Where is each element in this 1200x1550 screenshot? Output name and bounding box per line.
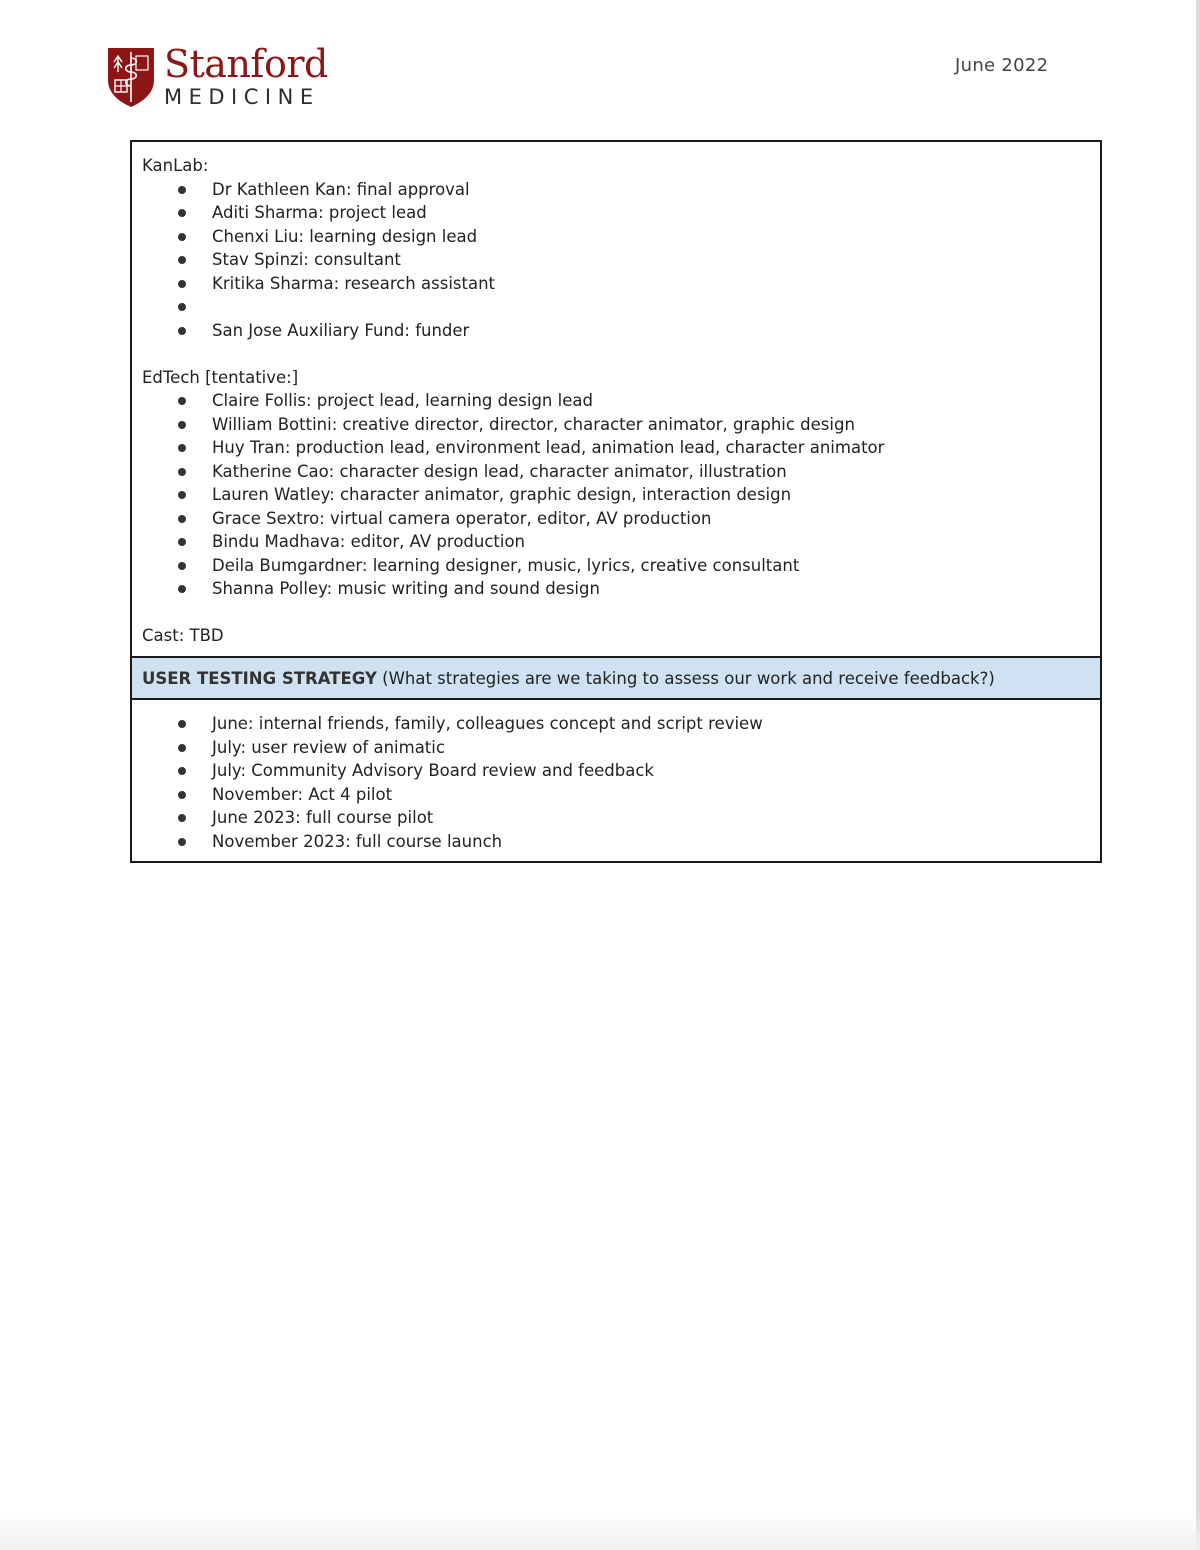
bullet-icon [178,209,186,217]
bullet-icon [178,491,186,499]
bullet-icon [178,233,186,241]
list-item: Deila Bumgardner: learning designer, music, lyrics, creative consultant [142,554,1090,578]
bullet-icon [178,186,186,194]
list-item: June 2023: full course pilot [142,806,1090,830]
bullet-icon [178,468,186,476]
document-date: June 2022 [955,55,1049,76]
list-item: San Jose Auxiliary Fund: funder [142,319,1090,343]
list-item: July: user review of animatic [142,736,1090,760]
bullet-icon [178,421,186,429]
bullet-icon [178,327,186,335]
list-item: November: Act 4 pilot [142,783,1090,807]
page-edge [1196,0,1200,1550]
list-item: Aditi Sharma: project lead [142,201,1090,225]
bullet-icon [178,444,186,452]
shield-icon [106,46,156,108]
list-item: July: Community Advisory Board review and feedback [142,759,1090,783]
edtech-title: EdTech [tentative:] [142,367,299,387]
list-item: June: internal friends, family, colleagues concept and script review [142,712,1090,736]
bullet-icon [178,256,186,264]
bullet-icon [178,515,186,523]
bullet-icon [178,562,186,570]
list-item: Dr Kathleen Kan: final approval [142,178,1090,202]
list-item: November 2023: full course launch [142,830,1090,854]
list-item: Chenxi Liu: learning design lead [142,225,1090,249]
logo-subtitle: MEDICINE [164,85,320,109]
stanford-medicine-logo [106,42,328,109]
bullet-icon [178,280,186,288]
kanlab-title: KanLab: [142,156,209,175]
project-table [130,140,1102,863]
bullet-icon [178,744,186,752]
bullet-icon [178,791,186,799]
list-item: Claire Follis: project lead, learning design lead [142,389,1090,413]
bullet-icon [178,397,186,405]
list-item: Bindu Madhava: editor, AV production [142,530,1090,554]
testing-heading: USER TESTING STRATEGY [142,668,377,688]
list-item: Huy Tran: production lead, environment lead, animation lead, character animator [142,436,1090,460]
list-item: Stav Spinzi: consultant [142,248,1090,272]
testing-question: (What strategies are we taking to assess our work and receive feedback?) [376,668,995,688]
kanlab-list [142,178,1090,343]
list-item: Katherine Cao: character design lead, character animator, illustration [142,460,1090,484]
list-item-empty [142,295,1090,319]
team-cell [132,142,1100,656]
page-bottom-shadow [0,1510,1200,1550]
bullet-icon [178,838,186,846]
list-item: Kritika Sharma: research assistant [142,272,1090,296]
bullet-icon [178,814,186,822]
testing-cell [132,698,1100,861]
edtech-list [142,389,1090,601]
list-item: Lauren Watley: character animator, graphic design, interaction design [142,483,1090,507]
cast-line: Cast: TBD [142,626,224,645]
testing-list [142,712,1090,853]
bullet-icon [178,538,186,546]
list-item: Grace Sextro: virtual camera operator, editor, AV production [142,507,1090,531]
list-item: Shanna Polley: music writing and sound design [142,577,1090,601]
bullet-icon [178,303,186,311]
spacer [142,601,1090,625]
logo-wordmark: Stanford [164,42,328,86]
bullet-icon [178,585,186,593]
bullet-icon [178,720,186,728]
bullet-icon [178,767,186,775]
testing-header-cell [132,656,1100,699]
list-item: William Bottini: creative director, director, character animator, graphic design [142,413,1090,437]
spacer [142,342,1090,366]
